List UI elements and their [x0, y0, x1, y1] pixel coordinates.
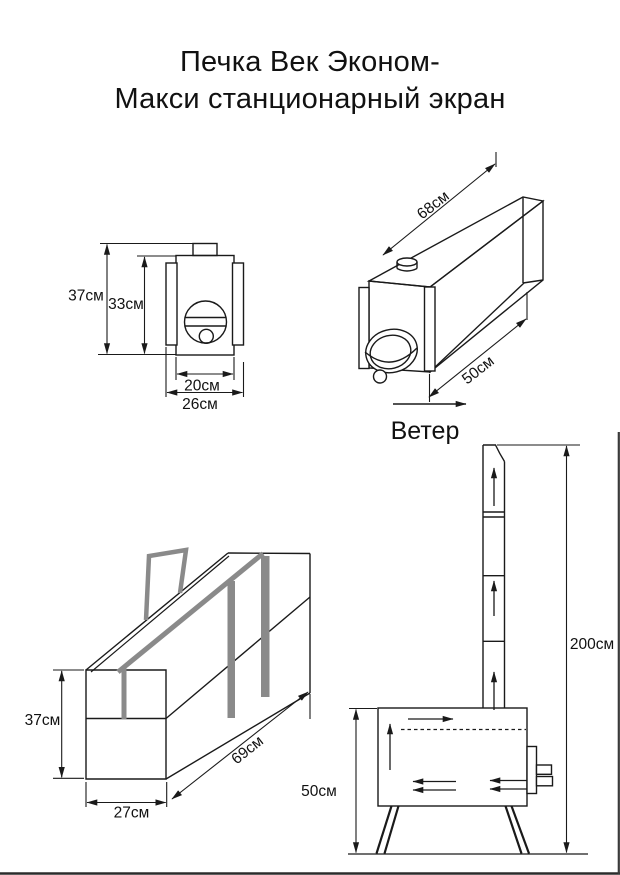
- iso-bottom-inner-edge: [433, 283, 524, 369]
- stove-front-view: [68, 244, 243, 414]
- front-stove-body: [176, 256, 234, 356]
- dim-label-screen-height: 37см: [24, 712, 61, 729]
- screen-endface-strip: [122, 667, 127, 719]
- screen-far-top-edge: [228, 553, 310, 554]
- dim-label-height-total: 37см: [68, 287, 104, 305]
- dim-label-stove-height: 50см: [301, 783, 337, 800]
- iso-top-face: [369, 197, 543, 287]
- side-door-handle-top: [537, 765, 552, 774]
- side-stove-body: [378, 708, 527, 806]
- screen-top-edge: [86, 553, 228, 670]
- dim-label-width-outer: 26см: [182, 396, 218, 413]
- dim-label-length-bottom: 50см: [459, 352, 498, 389]
- dim-label-total-height: 200см: [569, 636, 615, 653]
- dim-label-length-top: 68см: [414, 187, 453, 224]
- screen-post-strip: [228, 581, 236, 718]
- iso-door-knob: [374, 370, 387, 383]
- dim-label-screen-length: 69см: [228, 732, 267, 769]
- chimney-joints: [483, 512, 505, 641]
- title-line-1: Печка Век Эконом-: [180, 46, 440, 78]
- side-view-dimensions: [349, 445, 580, 853]
- flue-flow-arrows: [390, 468, 536, 790]
- chimney-top-cut: [483, 445, 505, 462]
- iso-chimney-collar: [397, 258, 417, 266]
- front-door-circle: [185, 301, 227, 343]
- front-door-vent: [199, 329, 213, 343]
- side-door: [527, 747, 537, 794]
- stove-legs: [377, 806, 530, 854]
- screen-right-strip: [261, 556, 270, 697]
- front-chimney-stub: [193, 244, 217, 256]
- screen-dimensions: [53, 670, 310, 807]
- stove-isometric-view: [359, 152, 543, 445]
- screen-top-edge-inner: [91, 556, 229, 672]
- iso-side-face: [430, 201, 543, 372]
- iso-open-door: [361, 324, 422, 383]
- dim-label-width-inner: 20см: [184, 377, 220, 395]
- screen-isometric-view: [25, 550, 310, 822]
- stove-side-view: [301, 445, 614, 854]
- side-door-handle-bottom: [537, 777, 553, 786]
- front-left-rail: [166, 263, 177, 345]
- dim-label-screen-width: 27см: [113, 804, 150, 822]
- title-line-2: Макси станционарный экран: [114, 83, 506, 115]
- dim-label-height-body: 33см: [108, 296, 144, 313]
- wind-label: Ветер: [390, 417, 460, 445]
- front-right-rail: [233, 263, 244, 345]
- wind-indicator: [391, 404, 466, 445]
- dim-line-50-iso: [429, 319, 526, 397]
- iso-right-rail: [425, 287, 436, 371]
